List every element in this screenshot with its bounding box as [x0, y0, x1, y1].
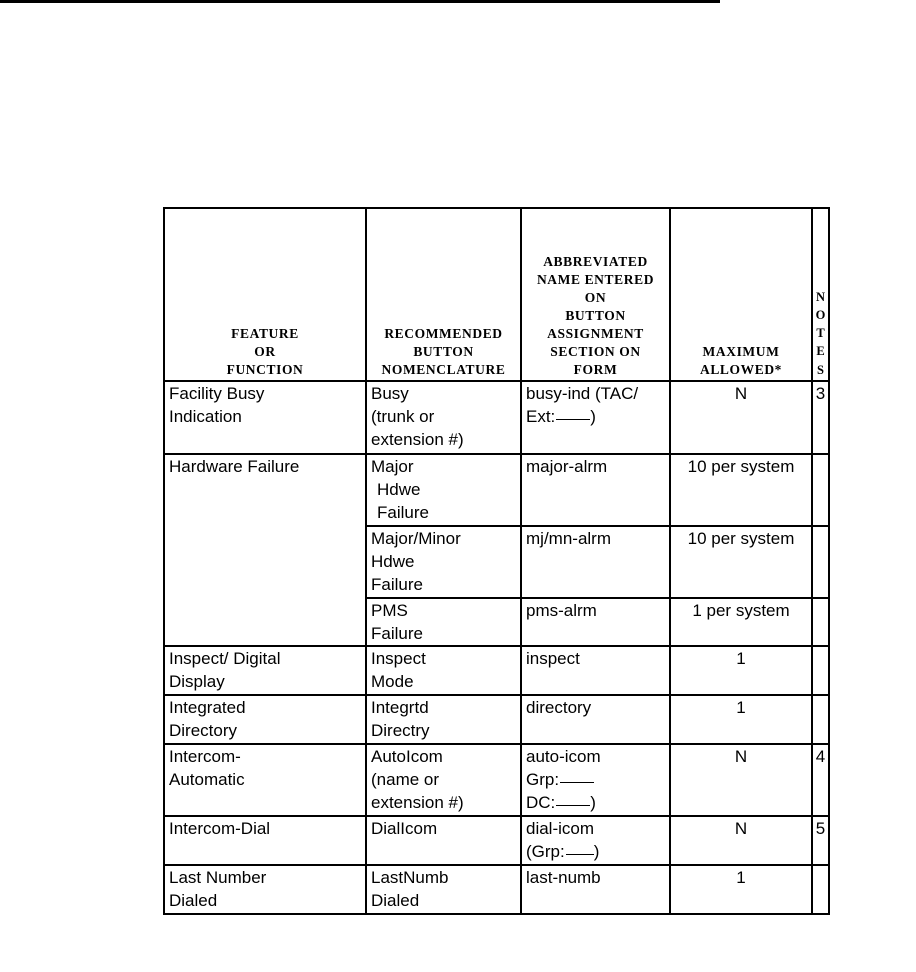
table-row	[164, 454, 829, 526]
note-cell: 4	[812, 744, 829, 816]
table-row	[164, 695, 829, 744]
nomenclature-cell: Busy (trunk or extension #)	[366, 381, 521, 454]
maximum-cell: N	[670, 381, 812, 454]
fill-in-blank	[556, 804, 590, 806]
abbrev-cell: pms-alrm	[521, 598, 670, 646]
fill-in-blank	[560, 781, 594, 783]
header-notes: N O T E S	[812, 208, 829, 381]
nomenclature-cell: PMS Failure	[366, 598, 521, 646]
nomenclature-cell: DialIcom	[366, 816, 521, 865]
abbrev-cell: directory	[521, 695, 670, 744]
table-row	[164, 381, 829, 454]
note-cell	[812, 526, 829, 598]
note-cell	[812, 695, 829, 744]
top-rule	[0, 0, 720, 3]
abbrev-cell: dial-icom (Grp: )	[521, 816, 670, 865]
feature-cell: Inspect/ Digital Display	[164, 646, 366, 695]
maximum-cell: 10 per system	[670, 526, 812, 598]
abbrev-cell: mj/mn-alrm	[521, 526, 670, 598]
maximum-cell: N	[670, 744, 812, 816]
nomenclature-cell: Integrtd Directry	[366, 695, 521, 744]
nomenclature-cell: Major/Minor Hdwe Failure	[366, 526, 521, 598]
feature-cell: Integrated Directory	[164, 695, 366, 744]
abbrev-cell: inspect	[521, 646, 670, 695]
abbrev-cell: busy-ind (TAC/ Ext: )	[521, 381, 670, 454]
feature-cell: Intercom-Dial	[164, 816, 366, 865]
abbrev-cell: last-numb	[521, 865, 670, 914]
maximum-cell: 1 per system	[670, 598, 812, 646]
note-cell	[812, 454, 829, 526]
maximum-cell: N	[670, 816, 812, 865]
header-row	[164, 208, 829, 381]
feature-cell: Hardware Failure	[164, 454, 366, 646]
maximum-cell: 1	[670, 865, 812, 914]
nomenclature-cell: AutoIcom (name or extension #)	[366, 744, 521, 816]
header-feature: FEATURE OR FUNCTION	[164, 208, 366, 381]
feature-cell: Intercom- Automatic	[164, 744, 366, 816]
table-row	[164, 744, 829, 816]
note-cell	[812, 598, 829, 646]
abbrev-cell: auto-icom Grp: DC: )	[521, 744, 670, 816]
maximum-cell: 1	[670, 646, 812, 695]
header-nomenclature: RECOMMENDED BUTTON NOMENCLATURE	[366, 208, 521, 381]
header-maximum-allowed: MAXIMUM ALLOWED*	[670, 208, 812, 381]
table-row	[164, 865, 829, 914]
table-row	[164, 646, 829, 695]
note-cell	[812, 865, 829, 914]
abbrev-cell: major-alrm	[521, 454, 670, 526]
note-cell: 5	[812, 816, 829, 865]
header-abbreviated-name: ABBREVIATED NAME ENTERED ON BUTTON ASSIGNMENT SECTION ON FORM	[521, 208, 670, 381]
fill-in-blank	[566, 853, 594, 855]
maximum-cell: 1	[670, 695, 812, 744]
nomenclature-cell: Major Hdwe Failure	[366, 454, 521, 526]
table-row	[164, 816, 829, 865]
button-assignment-table	[163, 207, 830, 915]
nomenclature-cell: LastNumb Dialed	[366, 865, 521, 914]
feature-cell: Facility Busy Indication	[164, 381, 366, 454]
note-cell	[812, 646, 829, 695]
nomenclature-cell: Inspect Mode	[366, 646, 521, 695]
note-cell: 3	[812, 381, 829, 454]
fill-in-blank	[556, 418, 590, 420]
maximum-cell: 10 per system	[670, 454, 812, 526]
feature-cell: Last Number Dialed	[164, 865, 366, 914]
